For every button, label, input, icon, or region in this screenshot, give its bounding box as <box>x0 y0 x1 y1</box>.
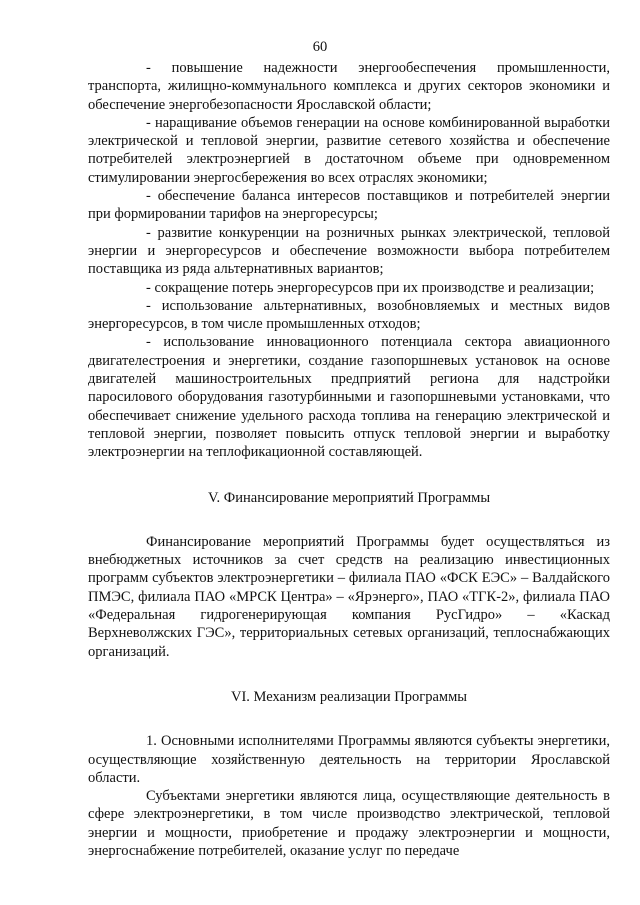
paragraph: Финансирование мероприятий Программы будет осуществляться из внебюджетных источников за счет средств на реализацию инвестиционных программ субъектов электроэнергетики – филиала ПАО «ФСК ЕЭС» – Валдайского ПМЭС, филиала ПАО «МРСК Центра» – «Ярэнерго», ПАО «ТГК-2», филиала ПАО «Федеральная гидрогенерирующая компания РусГидро» – «Каскад Верхневолжских ГЭС», территориальных сетевых организаций, теплоснабжающих организаций. <box>88 533 610 660</box>
bullet-item: - обеспечение баланса интересов поставщиков и потребителей энергии при формировании тарифов на энергоресурсы; <box>88 188 610 223</box>
paragraph: Субъектами энергетики являются лица, осуществляющие деятельность в сфере электроэнергетики, в том числе производство электрической, тепловой энергии и мощности, приобретение и продажу электроэнергии и мощности, энергоснабжение потребителей, оказание услуг по передаче <box>88 788 610 859</box>
bullet-item: - сокращение потерь энергоресурсов при их производстве и реализации; <box>146 279 595 296</box>
document-body <box>88 59 610 860</box>
bullet-item: - использование альтернативных, возобновляемых и местных видов энергоресурсов, в том числе промышленных отходов; <box>88 297 610 333</box>
paragraph: 1. Основными исполнителями Программы являются субъекты энергетики, осуществляющие хозяйственную деятельность на территории Ярославской области. <box>88 733 610 786</box>
section-heading-financing: V. Финансирование мероприятий Программы <box>207 489 491 506</box>
bullet-item: - наращивание объемов генерации на основе комбинированной выработки электрической и тепловой энергии, развитие сетевого хозяйства и обеспечение потребителей электроэнергией в достаточном объеме при одновременном стимулировании энергосбережения во всех отраслях экономики; <box>88 114 610 186</box>
bullet-item: - развитие конкуренции на розничных рынках электрической, тепловой энергии и энергоресурсов и обеспечение возможности выбора потребителем поставщика из ряда альтернативных вариантов; <box>88 224 610 278</box>
page-number: 60 <box>312 39 328 55</box>
bullet-item: - повышение надежности энергообеспечения промышленности, транспорта, жилищно-коммунального комплекса и других секторов экономики и обеспечение энергобезопасности Ярославской области; <box>88 60 610 113</box>
section-heading-mechanism: VI. Механизм реализации Программы <box>230 688 468 705</box>
bullet-item: - использование инновационного потенциала сектора авиационного двигателестроения и энергетики, создание газопоршневых установок на основе двигателей машиностроительных предприятий региона для надстройки паросилового оборудования газотурбинными и газопоршневыми установками, что обеспечивает снижение удельного расхода топлива на генерацию электрической и тепловой энергии, позволяет повысить отпуск тепловой энергии и выработку электроэнергии на теплофикационной составляющей. <box>88 334 610 461</box>
